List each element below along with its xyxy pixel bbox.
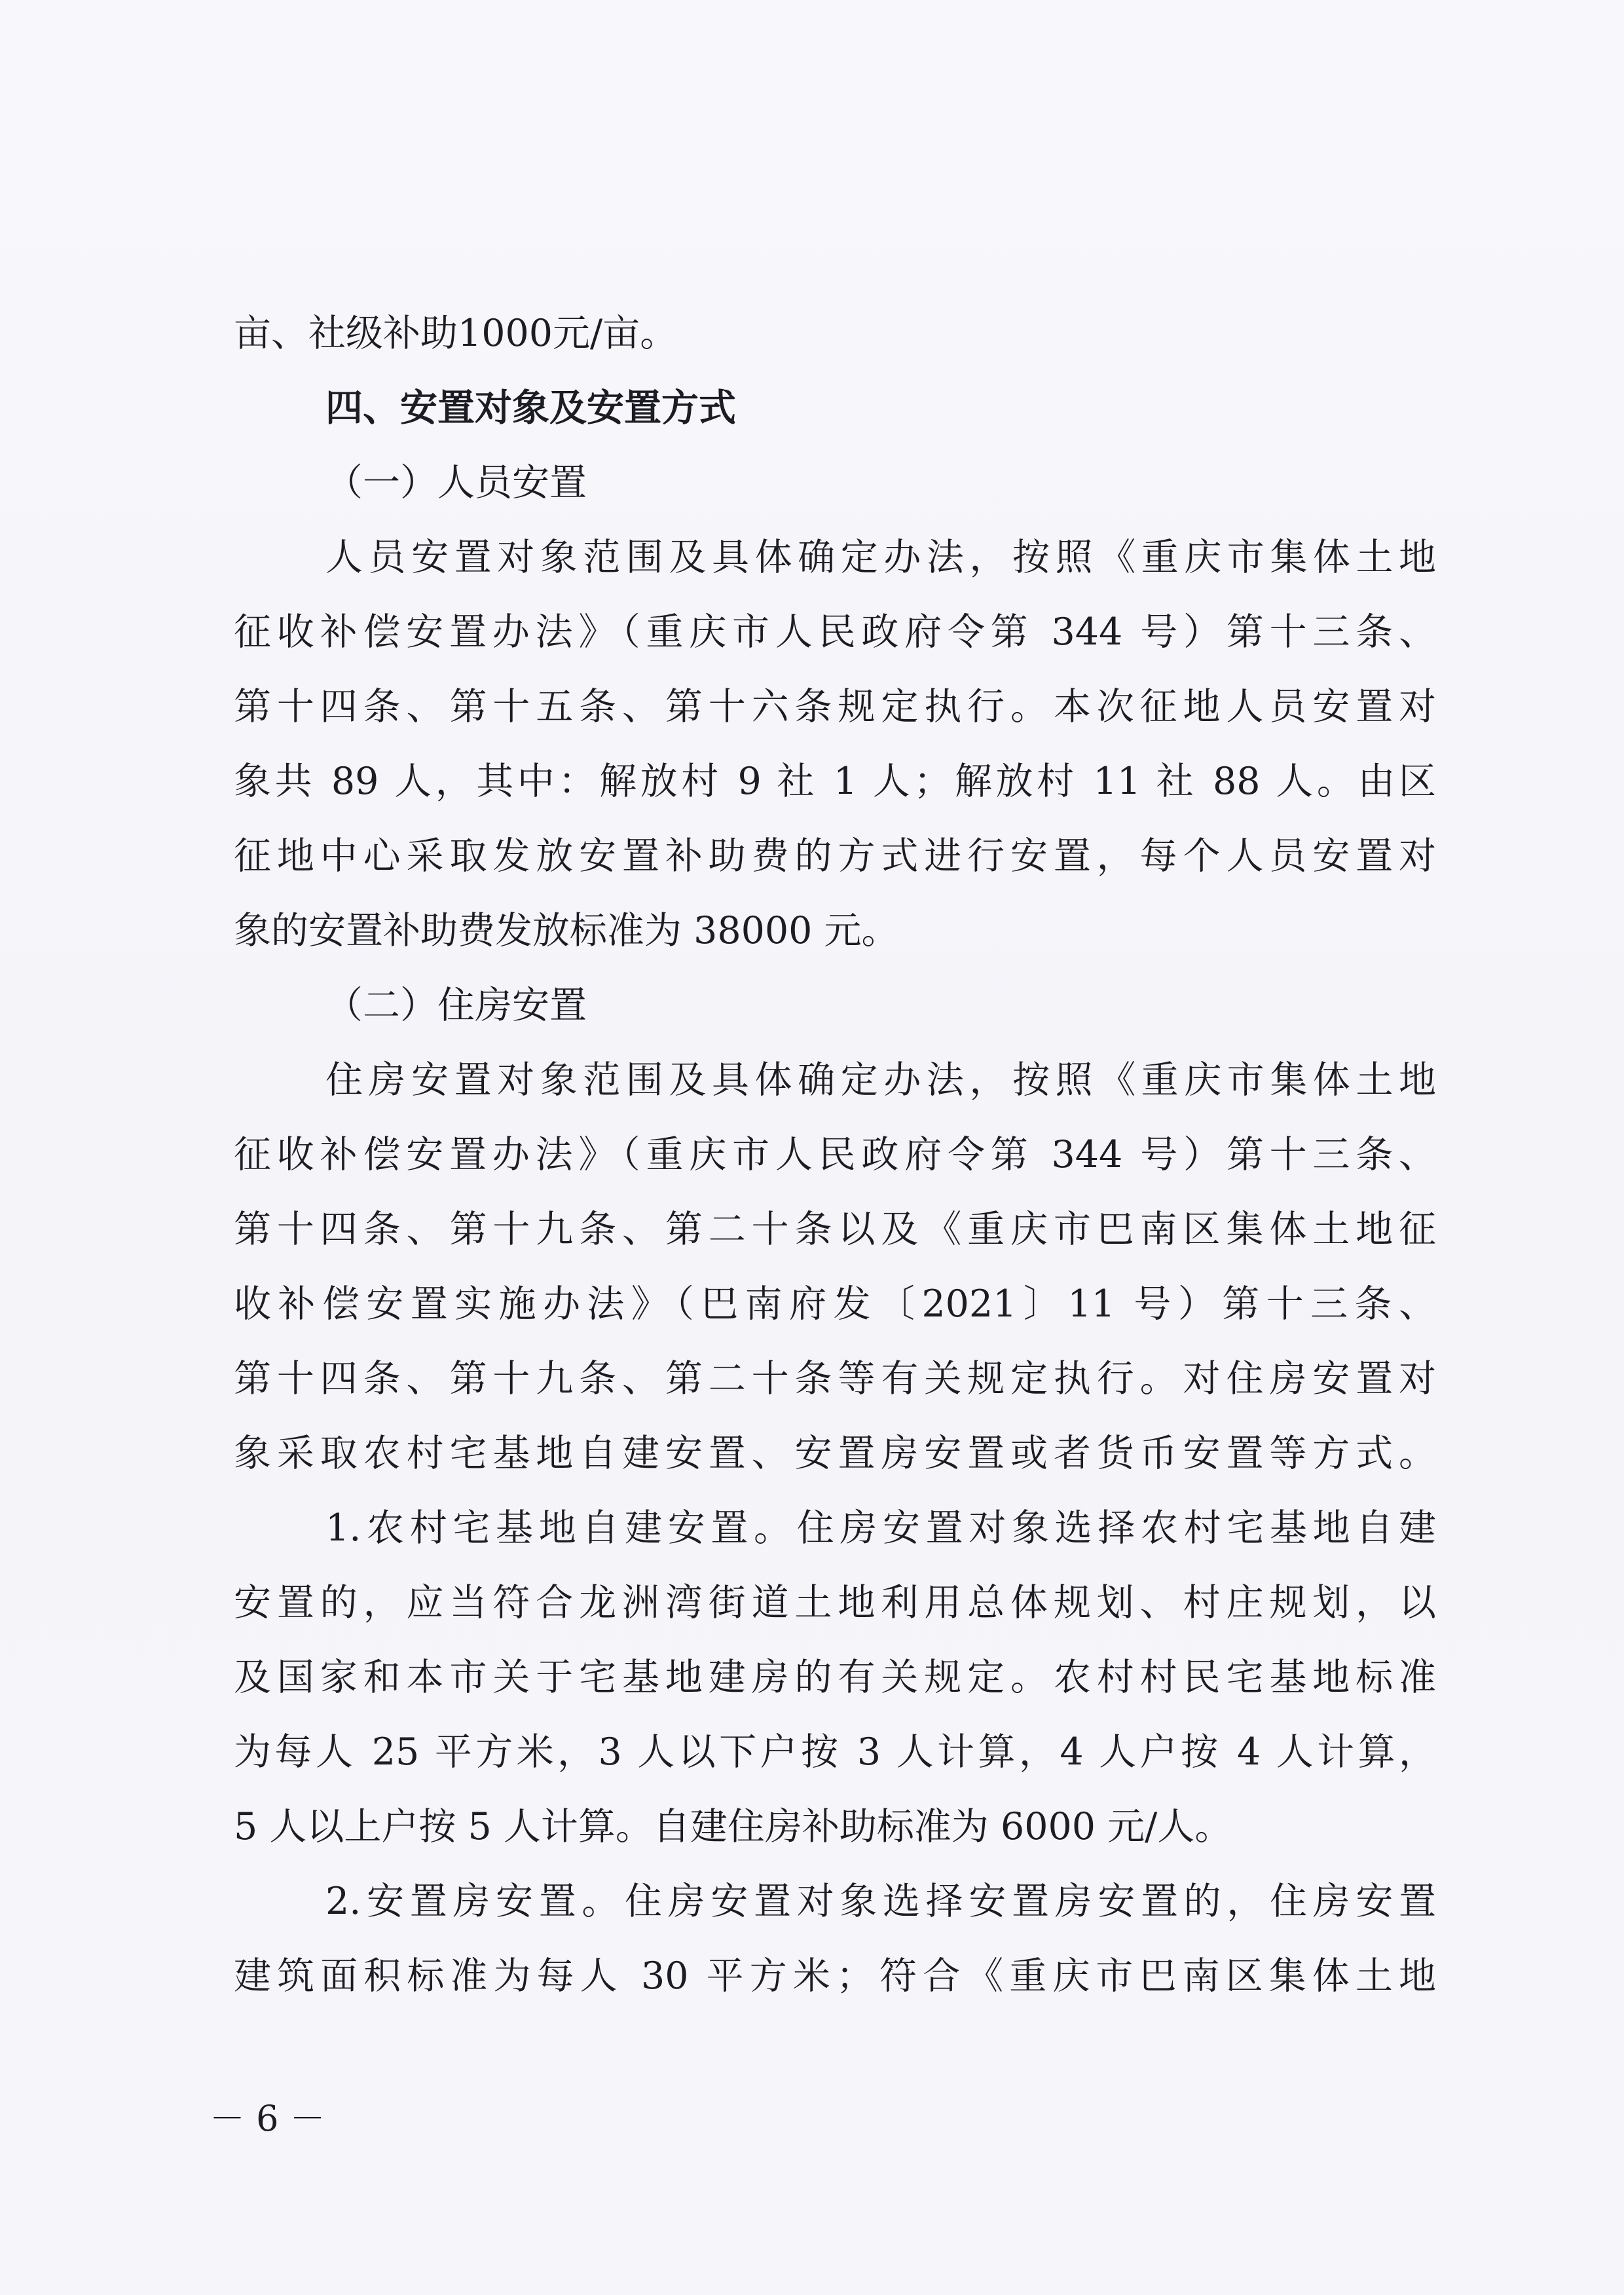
text-line: 象采取农村宅基地自建安置、安置房安置或者货币安置等方式。 bbox=[234, 1432, 1436, 1475]
page-number: － 6 － bbox=[210, 2098, 325, 2139]
body-text bbox=[234, 296, 1436, 2013]
text-line: 及国家和本市关于宅基地建房的有关规定。农村村民宅基地标准 bbox=[234, 1656, 1436, 1699]
text-line: 5 人以上户按 5 人计算。自建住房补助标准为 6000 元/人。 bbox=[234, 1805, 1232, 1848]
text-line: 2.安置房安置。住房安置对象选择安置房安置的，住房安置 bbox=[325, 1880, 1436, 1923]
text-line: 住房安置对象范围及具体确定办法，按照《重庆市集体土地 bbox=[325, 1058, 1436, 1102]
text-line: 第十四条、第十九条、第二十条等有关规定执行。对住房安置对 bbox=[234, 1357, 1436, 1400]
text-line: 1.农村宅基地自建安置。住房安置对象选择农村宅基地自建 bbox=[325, 1506, 1436, 1550]
section-heading: 四、安置对象及安置方式 bbox=[325, 386, 736, 430]
text-line: 象共 89 人，其中：解放村 9 社 1 人；解放村 11 社 88 人。由区 bbox=[234, 760, 1436, 803]
text-line: 象的安置补助费发放标准为 38000 元。 bbox=[234, 909, 899, 952]
text-line: 收补偿安置实施办法》（巴南府发〔2021〕11 号）第十三条、 bbox=[234, 1282, 1436, 1326]
text-line: 征收补偿安置办法》（重庆市人民政府令第 344 号）第十三条、 bbox=[234, 1133, 1436, 1176]
text-line: 安置的，应当符合龙洲湾街道土地利用总体规划、村庄规划，以 bbox=[234, 1581, 1436, 1624]
text-line: 建筑面积标准为每人 30 平方米；符合《重庆市巴南区集体土地 bbox=[234, 1954, 1436, 1998]
text-line: 亩、社级补助1000元/亩。 bbox=[234, 312, 678, 355]
subsection-heading: （一）人员安置 bbox=[325, 461, 587, 504]
text-line: 征地中心采取发放安置补助费的方式进行安置，每个人员安置对 bbox=[234, 834, 1436, 878]
text-line: 第十四条、第十五条、第十六条规定执行。本次征地人员安置对 bbox=[234, 685, 1436, 728]
text-line: 为每人 25 平方米，3 人以下户按 3 人计算，4 人户按 4 人计算， bbox=[234, 1730, 1436, 1774]
text-line: 征收补偿安置办法》（重庆市人民政府令第 344 号）第十三条、 bbox=[234, 610, 1436, 654]
subsection-heading: （二）住房安置 bbox=[325, 984, 587, 1027]
text-line: 第十四条、第十九条、第二十条以及《重庆市巴南区集体土地征 bbox=[234, 1208, 1436, 1251]
text-line: 人员安置对象范围及具体确定办法，按照《重庆市集体土地 bbox=[325, 536, 1436, 579]
